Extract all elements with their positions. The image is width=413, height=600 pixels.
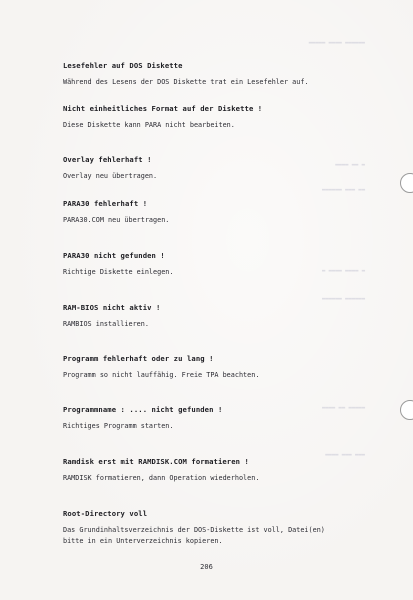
show-through: ▬▬▬▬▬▬ ▬▬▬ ▬▬ xyxy=(321,187,365,193)
show-through: ▬ ▬▬▬▬ ▬▬▬▬ ▬ xyxy=(321,268,365,274)
show-through: ▬▬▬▬ ▬▬ ▬ xyxy=(335,162,365,168)
error-heading: PARA30 nicht gefunden ! xyxy=(63,251,165,260)
error-entry xyxy=(63,199,393,226)
page-number: 206 xyxy=(200,563,213,571)
error-entry xyxy=(63,251,393,278)
error-heading: Lesefehler auf DOS Diskette xyxy=(63,61,183,70)
error-description: Richtiges Programm starten. xyxy=(63,422,174,430)
show-through: ▬▬▬▬▬▬ ▬▬▬▬▬▬ xyxy=(321,296,365,302)
error-description: Overlay neu übertragen. xyxy=(63,172,158,180)
error-description: PARA30.COM neu übertragen. xyxy=(63,216,170,224)
error-entry xyxy=(63,303,393,330)
error-heading: Programm fehlerhaft oder zu lang ! xyxy=(63,354,214,363)
error-description: RAMBIOS installieren. xyxy=(63,320,149,328)
error-heading: Overlay fehlerhaft ! xyxy=(63,155,152,164)
error-heading: Nicht einheitliches Format auf der Diskette ! xyxy=(63,104,263,113)
error-entry xyxy=(63,405,393,432)
error-heading: Programmname : .... nicht gefunden ! xyxy=(63,405,223,414)
error-description: Während des Lesens der DOS Diskette trat ein Lesefehler auf. xyxy=(63,78,309,86)
error-heading: Root-Directory voll xyxy=(63,509,148,518)
error-heading: PARA30 fehlerhaft ! xyxy=(63,199,148,208)
error-description: Das Grundinhaltsverzeichnis der DOS-Diskette ist voll, Datei(en) xyxy=(63,526,325,534)
error-heading: RAM-BIOS nicht aktiv ! xyxy=(63,303,161,312)
error-description: bitte in ein Unterverzeichnis kopieren. xyxy=(63,537,223,545)
show-through: ▬▬▬▬ ▬▬▬ ▬▬▬ xyxy=(325,452,365,458)
show-through: ▬▬▬▬ ▬▬ ▬▬▬▬▬ xyxy=(321,405,365,411)
error-description: Richtige Diskette einlegen. xyxy=(63,268,174,276)
punch-hole-bottom xyxy=(400,400,413,420)
show-through: ▬▬▬▬▬ ▬▬▬▬ ▬▬▬▬▬▬ xyxy=(308,40,365,46)
error-description: Programm so nicht lauffähig. Freie TPA beachten. xyxy=(63,371,260,379)
error-heading: Ramdisk erst mit RAMDISK.COM formatieren ! xyxy=(63,457,249,466)
error-entry xyxy=(63,457,393,484)
punch-hole-top xyxy=(400,173,413,193)
error-entry xyxy=(63,354,393,381)
error-entry xyxy=(63,509,393,547)
error-entry xyxy=(63,61,393,88)
error-description: Diese Diskette kann PARA nicht bearbeiten. xyxy=(63,121,235,129)
error-description: RAMDISK formatieren, dann Operation wiederholen. xyxy=(63,474,260,482)
error-entry xyxy=(63,104,393,131)
error-entry xyxy=(63,155,393,182)
